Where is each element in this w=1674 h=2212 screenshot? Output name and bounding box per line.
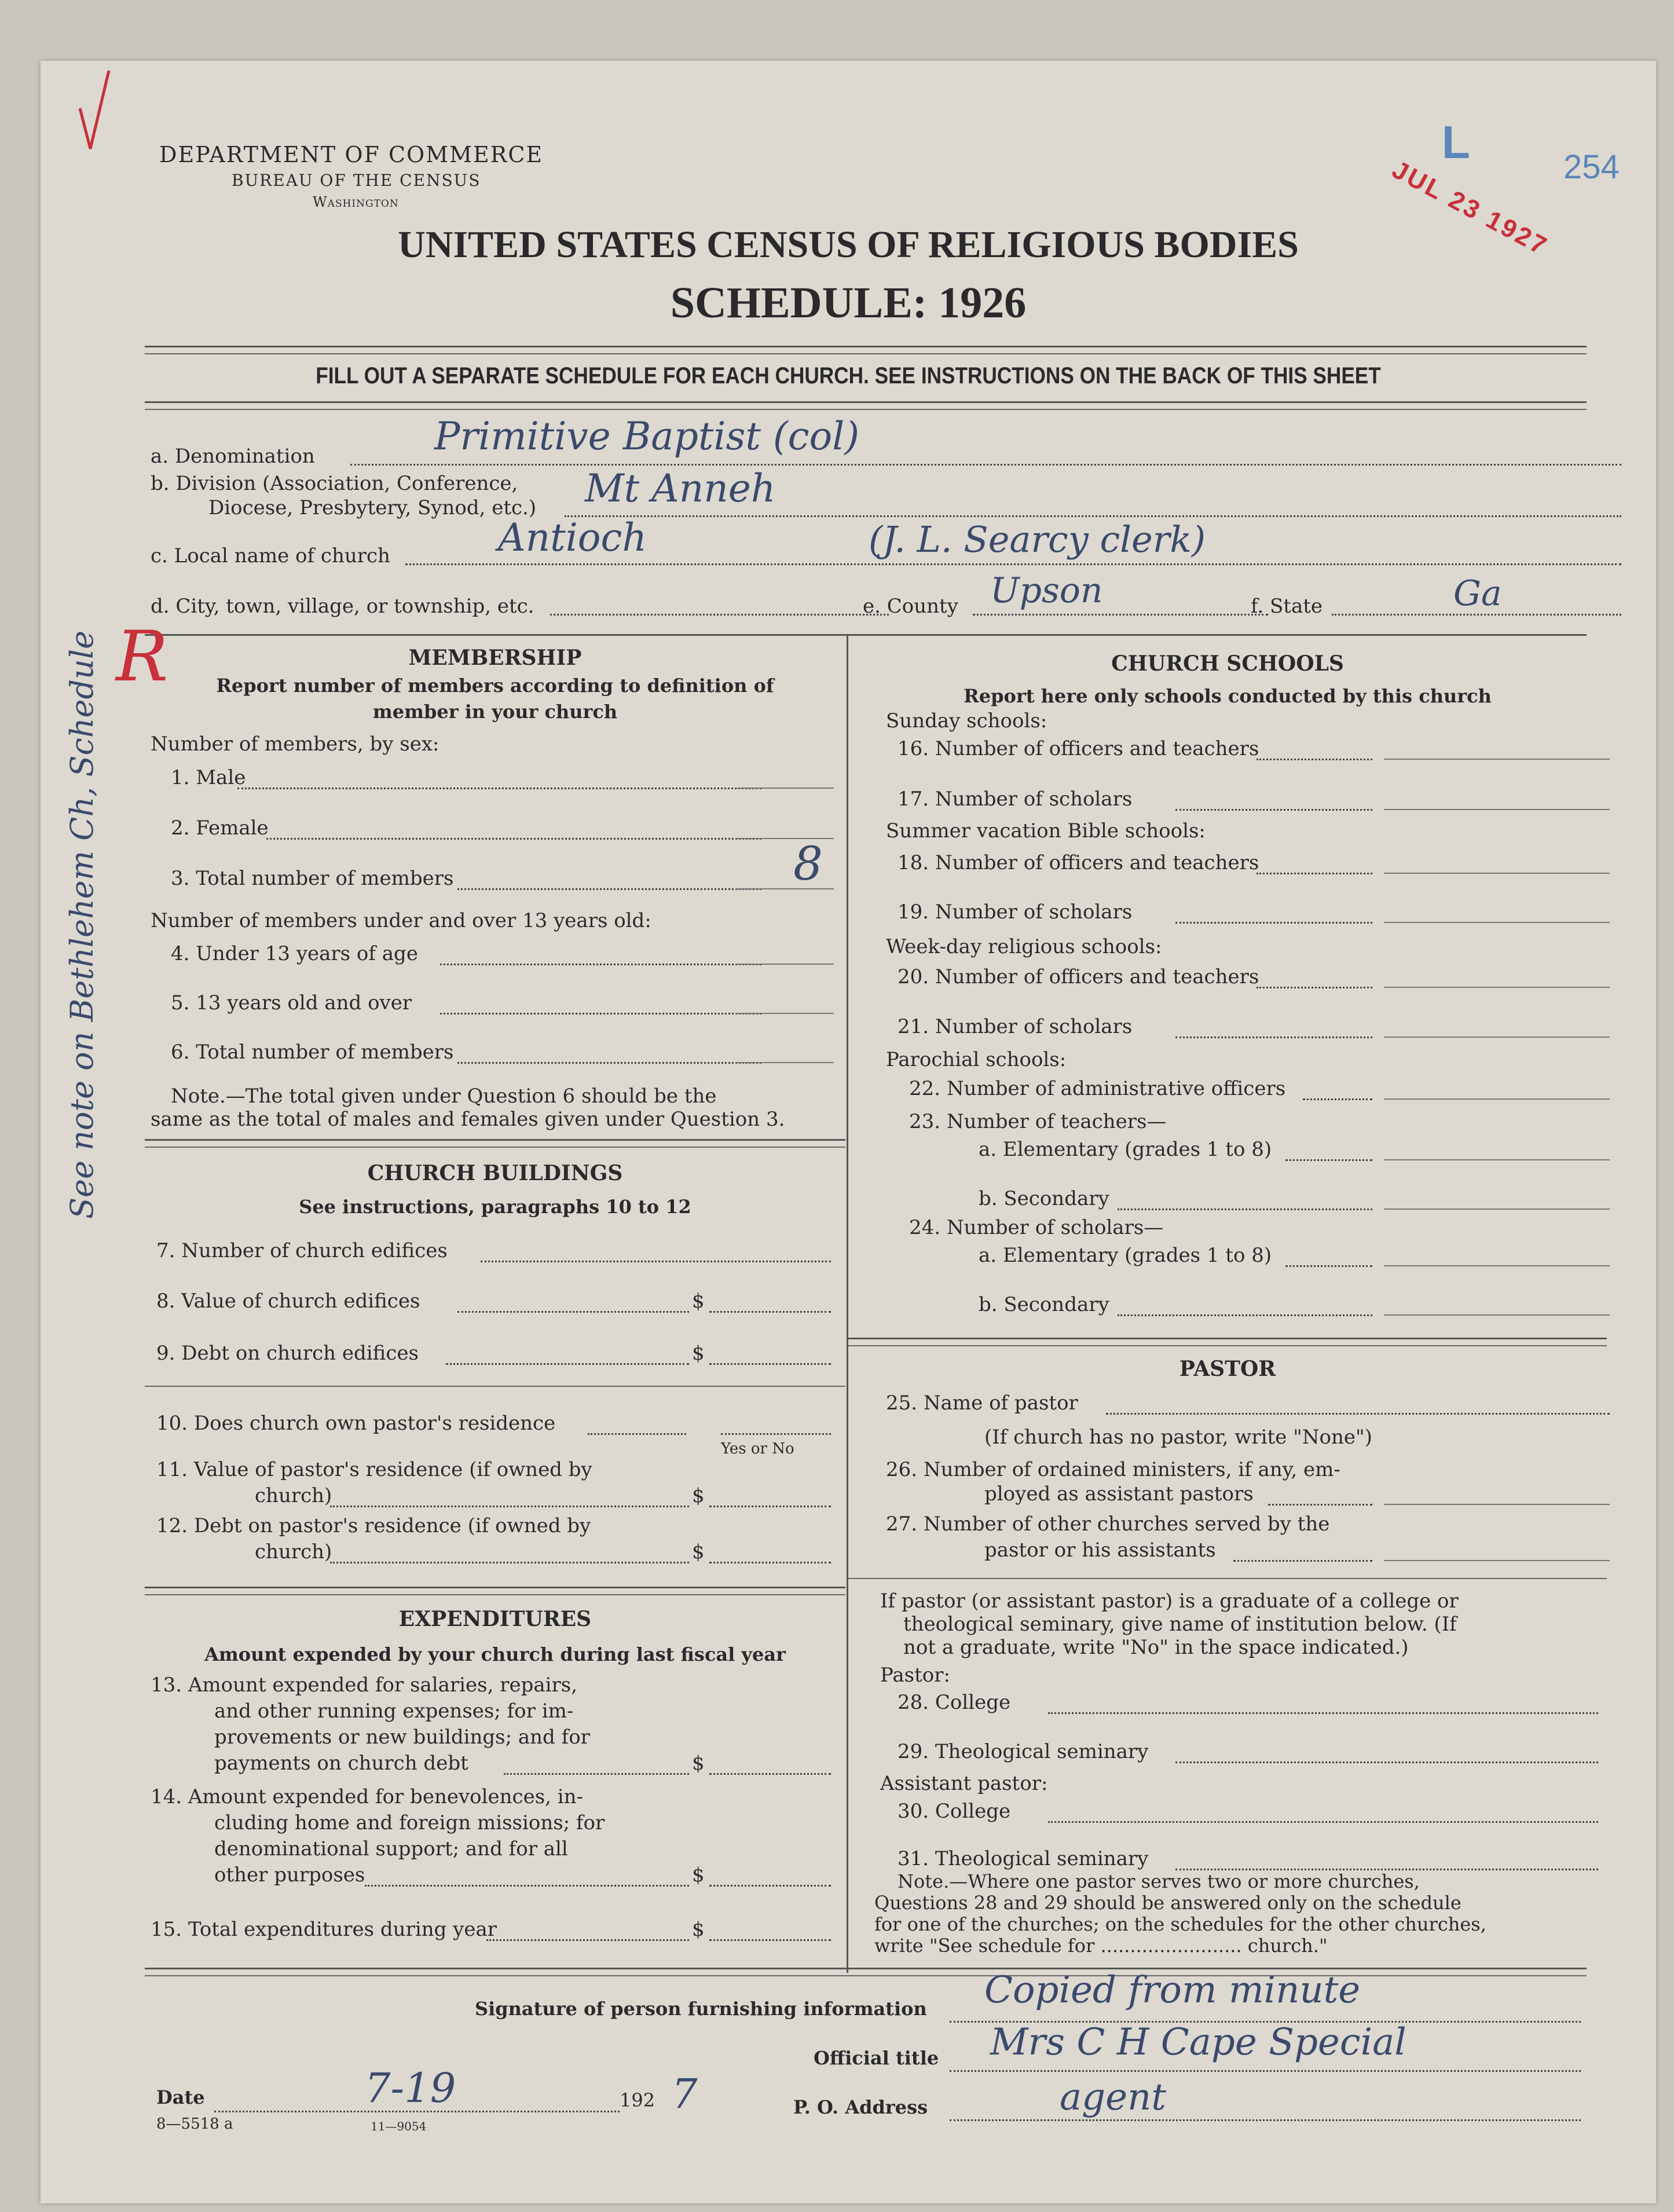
q21-answer-field[interactable] [1384, 1037, 1610, 1038]
date-label: Date [156, 2086, 205, 2108]
q17-label: 17. Number of scholars [898, 788, 1133, 811]
q11-leader [330, 1506, 689, 1507]
weekday-heading: Week-day religious schools: [886, 935, 1162, 958]
schedule-title: SCHEDULE: 1926 [670, 279, 1027, 327]
assistant-heading: Assistant pastor: [880, 1772, 1048, 1795]
divider [145, 1975, 1587, 1976]
q28-label: 28. College [898, 1691, 1011, 1714]
form-title: UNITED STATES CENSUS OF RELIGIOUS BODIES [398, 224, 1299, 266]
divider [145, 353, 1587, 354]
q14-answer-field[interactable] [709, 1885, 831, 1887]
q9-label: 9. Debt on church edifices [156, 1342, 419, 1365]
census-form-page [41, 61, 1656, 2203]
denomination-field[interactable] [350, 464, 1621, 466]
check-mark-icon [74, 68, 115, 155]
q9-leader [446, 1363, 689, 1365]
q16-answer-field[interactable] [1384, 759, 1610, 760]
divider [145, 1587, 845, 1588]
q14-leader [365, 1885, 689, 1887]
divider [145, 634, 1587, 636]
q13-leader [504, 1773, 689, 1775]
clerk-note: (J. L. Searcy clerk) [869, 518, 1206, 561]
county-label: e. County [863, 595, 958, 618]
received-date-stamp: JUL 23 1927 [1387, 155, 1553, 262]
q20-answer-field[interactable] [1384, 987, 1610, 988]
q5-label: 5. 13 years old and over [171, 991, 412, 1015]
denomination-value: Primitive Baptist (col) [434, 414, 860, 459]
county-value: Upson [990, 570, 1103, 611]
q23b-label: b. Secondary [979, 1187, 1109, 1210]
division-label-2: Diocese, Presbytery, Synod, etc.) [208, 496, 537, 519]
q14-line-1: 14. Amount expended for benevolences, in- [151, 1785, 584, 1808]
q14-line-4: other purposes [214, 1863, 365, 1887]
bureau-city: Washington [313, 194, 399, 210]
q3-leader [457, 888, 761, 890]
q5-answer-field[interactable] [735, 1013, 834, 1014]
q3-label: 3. Total number of members [171, 867, 454, 890]
q3-value: 8 [793, 837, 823, 891]
q14-line-2: cluding home and foreign missions; for [214, 1811, 605, 1834]
divider [145, 346, 1587, 347]
q6-leader [457, 1062, 761, 1064]
q28-answer-field[interactable] [1048, 1712, 1598, 1714]
q13-dollar: $ [692, 1752, 705, 1775]
q19-label: 19. Number of scholars [898, 900, 1133, 924]
q16-leader [1257, 759, 1372, 760]
buildings-title: CHURCH BUILDINGS [367, 1161, 623, 1185]
q17-answer-field[interactable] [1384, 809, 1610, 810]
q10-leader [588, 1433, 686, 1435]
margin-note: See note on Bethlehem Ch, Schedule [64, 630, 100, 1219]
q23b-leader [1118, 1208, 1372, 1210]
q11-label: 11. Value of pastor's residence (if owned by [156, 1458, 592, 1481]
q23b-answer-field[interactable] [1384, 1208, 1610, 1210]
expenditures-subtitle: Amount expended by your church during last fiscal year [204, 1643, 786, 1665]
official-title-field[interactable] [950, 2070, 1581, 2072]
q24b-leader [1118, 1314, 1372, 1316]
instruction-banner: FILL OUT A SEPARATE SCHEDULE FOR EACH CHURCH. SEE INSTRUCTIONS ON THE BACK OF THIS SHEET [316, 363, 1381, 389]
q27-answer-field[interactable] [1384, 1560, 1610, 1561]
q8-label: 8. Value of church edifices [156, 1290, 420, 1313]
q23a-label: a. Elementary (grades 1 to 8) [979, 1138, 1272, 1161]
pastor-note-3: for one of the churches; on the schedules for the other churches, [874, 1913, 1486, 1935]
q12-label: 12. Debt on pastor's residence (if owned by [156, 1514, 591, 1537]
divider [145, 1386, 845, 1387]
schools-subtitle: Report here only schools conducted by this church [964, 685, 1492, 707]
q22-label: 22. Number of administrative officers [909, 1077, 1286, 1100]
divider [145, 1594, 845, 1595]
q10-answer-field[interactable] [721, 1433, 831, 1435]
q12-leader [330, 1562, 689, 1563]
q25-label: 25. Name of pastor [886, 1391, 1078, 1415]
local-name-field[interactable] [405, 563, 1621, 565]
state-field[interactable] [1332, 614, 1621, 616]
divider [848, 1578, 1607, 1579]
q17-leader [1175, 809, 1372, 811]
q12-answer-field[interactable] [709, 1562, 831, 1563]
q8-answer-field[interactable] [709, 1311, 831, 1313]
graduate-instruction: If pastor (or assistant pastor) is a graduate of a college or [880, 1590, 1459, 1613]
division-field[interactable] [565, 515, 1621, 517]
q9-answer-field[interactable] [709, 1363, 831, 1365]
membership-subtitle-2: member in your church [372, 701, 618, 723]
q13-line-1: 13. Amount expended for salaries, repairs, [151, 1673, 578, 1697]
q11-label-2: church) [255, 1484, 332, 1507]
date-value: 7-19 [365, 2064, 456, 2112]
file-letter-stamp: L [1442, 116, 1470, 168]
q7-label: 7. Number of church edifices [156, 1239, 448, 1262]
q18-answer-field[interactable] [1384, 873, 1610, 874]
pastor-heading: Pastor: [880, 1664, 950, 1687]
q2-leader [266, 838, 761, 840]
q12-dollar: $ [692, 1540, 705, 1563]
q20-label: 20. Number of officers and teachers [898, 965, 1259, 988]
buildings-subtitle: See instructions, paragraphs 10 to 12 [299, 1196, 691, 1218]
q11-dollar: $ [692, 1484, 705, 1507]
q13-line-4: payments on church debt [214, 1752, 468, 1775]
divider [145, 409, 1587, 410]
q1-label: 1. Male [171, 766, 246, 789]
membership-note: Note.—The total given under Question 6 should be the [171, 1085, 717, 1108]
q13-line-3: provements or new buildings; and for [214, 1726, 590, 1749]
q26-label-2: ployed as assistant pastors [984, 1482, 1254, 1506]
po-address-label: P. O. Address [793, 2096, 928, 2118]
q15-answer-field[interactable] [709, 1939, 831, 1941]
q26-leader [1268, 1504, 1372, 1506]
bureau-name: BUREAU OF THE CENSUS [232, 171, 481, 190]
q24a-answer-field[interactable] [1384, 1265, 1610, 1266]
q22-answer-field[interactable] [1384, 1098, 1610, 1100]
expenditures-title: EXPENDITURES [398, 1607, 592, 1631]
graduate-instruction-2: theological seminary, give name of institution below. (If [903, 1613, 1457, 1636]
q16-label: 16. Number of officers and teachers [898, 737, 1259, 760]
by-sex-heading: Number of members, by sex: [151, 733, 439, 756]
parochial-heading: Parochial schools: [886, 1048, 1067, 1071]
signature-label: Signature of person furnishing information [475, 1998, 927, 2020]
official-title-value: Mrs C H Cape Special [990, 2021, 1406, 2064]
pastor-title: PASTOR [1179, 1357, 1276, 1381]
q6-label: 6. Total number of members [171, 1041, 454, 1064]
q2-label: 2. Female [171, 816, 269, 840]
q15-leader [486, 1939, 689, 1941]
q21-label: 21. Number of scholars [898, 1015, 1133, 1038]
file-number-stamp: 254 [1563, 148, 1620, 186]
q5-leader [440, 1013, 761, 1015]
q25-note: (If church has no pastor, write "None") [984, 1426, 1372, 1449]
q13-line-2: and other running expenses; for im- [214, 1700, 574, 1723]
graduate-instruction-3: not a graduate, write "No" in the space indicated.) [903, 1636, 1409, 1659]
q29-answer-field[interactable] [1175, 1761, 1598, 1763]
q1-leader [237, 788, 761, 789]
divider [145, 401, 1587, 403]
q23a-leader [1285, 1159, 1372, 1161]
division-value: Mt Anneh [585, 466, 776, 511]
q12-label-2: church) [255, 1540, 332, 1563]
q27-label-2: pastor or his assistants [984, 1539, 1216, 1562]
q21-leader [1175, 1037, 1372, 1038]
q9-dollar: $ [692, 1342, 705, 1365]
summer-heading: Summer vacation Bible schools: [886, 819, 1206, 843]
membership-note-2: same as the total of males and females given under Question 3. [151, 1108, 785, 1131]
q22-leader [1303, 1098, 1372, 1100]
q14-line-3: denominational support; and for all [214, 1837, 568, 1861]
q8-leader [457, 1311, 689, 1313]
pastor-note-4: write "See schedule for ........................ church." [874, 1935, 1328, 1957]
q24a-leader [1285, 1265, 1372, 1267]
q26-answer-field[interactable] [1384, 1504, 1610, 1505]
column-divider [847, 635, 848, 1973]
state-label: f. State [1251, 595, 1323, 618]
q19-answer-field[interactable] [1384, 922, 1610, 923]
membership-subtitle: Report number of members according to definition of [216, 675, 774, 697]
q7-answer-field[interactable] [481, 1261, 831, 1262]
q6-answer-field[interactable] [735, 1062, 834, 1063]
q11-answer-field[interactable] [709, 1506, 831, 1507]
q29-label: 29. Theological seminary [898, 1740, 1149, 1763]
year-value: 7 [672, 2070, 698, 2118]
q25-answer-field[interactable] [1106, 1413, 1610, 1415]
q1-answer-field[interactable] [735, 788, 834, 789]
q31-label: 31. Theological seminary [898, 1847, 1149, 1870]
q18-leader [1257, 873, 1372, 874]
division-label: b. Division (Association, Conference, [151, 472, 518, 495]
q24b-answer-field[interactable] [1384, 1314, 1610, 1316]
local-name-label: c. Local name of church [151, 544, 390, 567]
q14-dollar: $ [692, 1863, 705, 1887]
q24a-label: a. Elementary (grades 1 to 8) [979, 1244, 1272, 1267]
po-address-value: agent [1060, 2076, 1166, 2119]
pastor-note-2: Questions 28 and 29 should be answered only on the schedule [874, 1892, 1461, 1914]
q10-label: 10. Does church own pastor's residence [156, 1412, 556, 1435]
q19-leader [1175, 922, 1372, 924]
year-prefix: 192 [620, 2089, 655, 2111]
county-field[interactable] [973, 614, 1268, 616]
divider [848, 1338, 1607, 1339]
local-name-value: Antioch [498, 515, 647, 560]
q26-label: 26. Number of ordained ministers, if any, em- [886, 1458, 1340, 1481]
q8-dollar: $ [692, 1290, 705, 1313]
form-number: 8—5518 a [156, 2115, 233, 2133]
membership-title: MEMBERSHIP [408, 646, 582, 670]
signature-value: Copied from minute [984, 1969, 1361, 2012]
q30-label: 30. College [898, 1800, 1011, 1823]
q23-label: 23. Number of teachers— [909, 1110, 1167, 1133]
schools-title: CHURCH SCHOOLS [1111, 651, 1344, 676]
denomination-label: a. Denomination [151, 445, 315, 468]
print-number: 11—9054 [371, 2119, 427, 2133]
q24b-label: b. Secondary [979, 1293, 1109, 1316]
po-address-field[interactable] [950, 2119, 1581, 2121]
q20-leader [1257, 987, 1372, 988]
q4-label: 4. Under 13 years of age [171, 942, 418, 965]
q4-leader [440, 964, 761, 965]
yes-no-hint: Yes or No [721, 1440, 794, 1457]
q4-answer-field[interactable] [735, 964, 834, 965]
divider [848, 1345, 1607, 1346]
state-value: Ga [1453, 573, 1502, 614]
divider [145, 1139, 845, 1141]
divider [145, 1147, 845, 1148]
sunday-heading: Sunday schools: [886, 709, 1047, 733]
q13-answer-field[interactable] [709, 1773, 831, 1775]
city-field[interactable] [550, 614, 889, 616]
age-heading: Number of members under and over 13 years old: [151, 909, 651, 932]
q18-label: 18. Number of officers and teachers [898, 851, 1259, 874]
department-name: DEPARTMENT OF COMMERCE [159, 142, 544, 167]
divider [145, 1968, 1587, 1969]
city-label: d. City, town, village, or township, etc. [151, 595, 534, 618]
q27-label: 27. Number of other churches served by the [886, 1512, 1330, 1536]
q30-answer-field[interactable] [1048, 1821, 1598, 1823]
margin-red-mark: R [116, 617, 169, 697]
q24-label: 24. Number of scholars— [909, 1216, 1164, 1239]
q15-label: 15. Total expenditures during year [151, 1918, 497, 1941]
pastor-note: Note.—Where one pastor serves two or more churches, [898, 1870, 1420, 1892]
q15-dollar: $ [692, 1918, 705, 1941]
q27-leader [1233, 1560, 1372, 1562]
q23a-answer-field[interactable] [1384, 1159, 1610, 1160]
official-title-label: Official title [814, 2047, 939, 2069]
